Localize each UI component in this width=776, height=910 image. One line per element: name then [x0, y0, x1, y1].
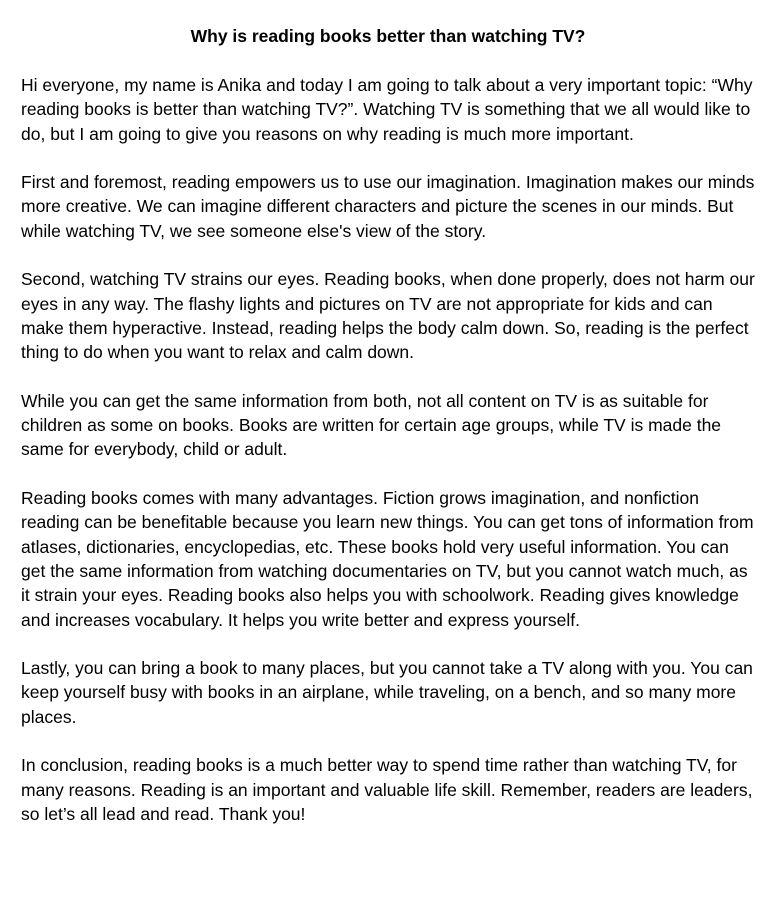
document-title: Why is reading books better than watching TV? — [190, 26, 586, 46]
paragraph-eye-strain: Second, watching TV strains our eyes. Reading books, when done properly, does not harm our eyes in any way. The flashy lights and pictures on TV are not appropriate for kids and can make them hyperactive. Instead, reading helps the body calm down. So, reading is the perfect thing to do when you want to relax and calm down. — [21, 269, 755, 363]
paragraph-imagination: First and foremost, reading empowers us to use our imagination. Imagination makes our minds more creative. We can imagine different characters and picture the scenes in our minds. But while watching TV, we see someone else's view of the story. — [21, 172, 755, 241]
paragraph-portability: Lastly, you can bring a book to many places, but you cannot take a TV along with you. You can keep yourself busy with books in an airplane, while traveling, on a bench, and so many more places. — [21, 658, 753, 727]
paragraph-content-suitability: While you can get the same information from both, not all content on TV is as suitable for children as some on books. Books are written for certain age groups, while TV is made the same for everybody, child or adult. — [21, 390, 722, 460]
paragraph-conclusion: In conclusion, reading books is a much better way to spend time rather than watching TV, for many reasons. Reading is an important and valuable life skill. Remember, readers are leaders, so let’s all lead and read. Thank you! — [21, 755, 753, 824]
paragraph-introduction: Hi everyone, my name is Anika and today I am going to talk about a very important topic: “Why reading books is better than watching TV?”. Watching TV is something that we all would like to do, but I am going to give you reasons on why reading is much more important. — [21, 75, 753, 144]
paragraph-advantages: Reading books comes with many advantages. Fiction grows imagination, and nonfiction reading can be benefitable because you learn new things. You can get tons of information from atlases, dictionaries, encyclopedias, etc. These books hold very useful information. You can get the same information from watching documentaries on TV, but you cannot watch much, as it strain your eyes. Reading books also helps you with schoolwork. Reading gives knowledge and increases vocabulary. It helps you write better and express yourself. — [21, 488, 754, 630]
